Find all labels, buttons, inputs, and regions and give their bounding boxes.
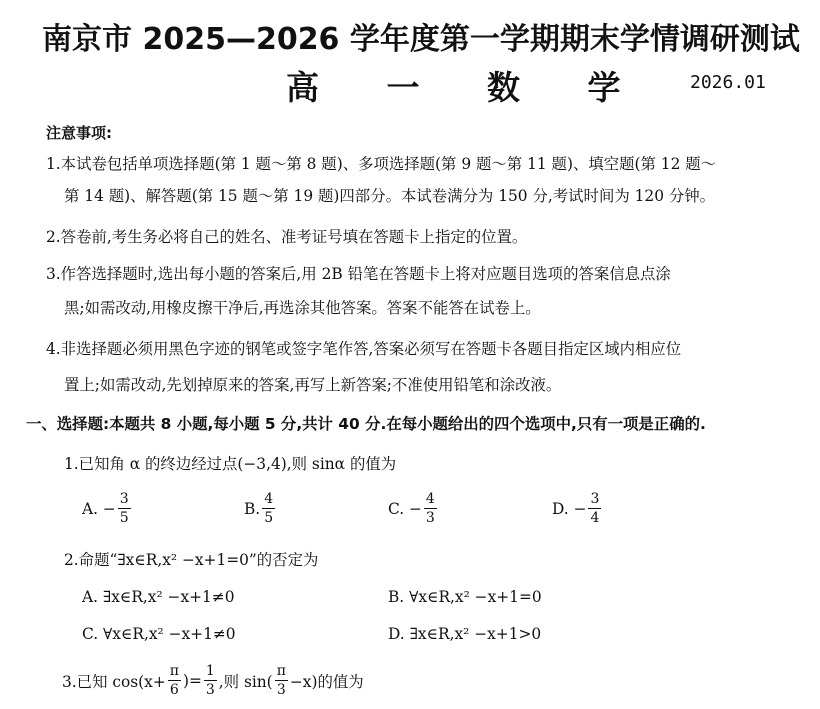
- q1-option-d-label: D. −: [552, 499, 587, 518]
- question-2-stem: 2.命题“∃x∈R,x² −x+1=0”的否定为: [64, 551, 319, 569]
- notice-line-7: 置上;如需改动,先划掉原来的答案,再写上新答案;不准使用铅笔和涂改液。: [64, 376, 562, 394]
- q1-option-c-fraction: [424, 492, 437, 525]
- q3-fraction-pi-3: [275, 664, 288, 697]
- exam-date: 2026.01: [690, 72, 766, 93]
- notice-line-4: 3.作答选择题时,选出每小题的答案后,用 2B 铅笔在答题卡上将对应题目选项的答案信息点涂: [46, 265, 671, 283]
- q2-option-a: A. ∃x∈R,x² −x+1≠0: [82, 588, 235, 606]
- q3-frac1-num: π: [169, 663, 179, 679]
- q1-option-d-den: 4: [590, 510, 600, 526]
- q1-option-b-fraction: [262, 492, 275, 525]
- q3-mid: ,则 sin(: [218, 672, 273, 691]
- q3-fraction-1-3: [204, 664, 217, 697]
- q3-frac1-den: 6: [169, 682, 179, 698]
- q3-frac3-num: π: [276, 663, 286, 679]
- q1-option-d: [552, 492, 603, 525]
- q3-frac2-num: 1: [205, 663, 215, 679]
- q1-option-a-num: 3: [119, 491, 129, 507]
- notice-line-6: 4.非选择题必须用黑色字迹的钢笔或签字笔作答,答案必须写在答题卡各题目指定区域内相应位: [46, 340, 682, 358]
- exam-title: 南京市 2025—2026 学年度第一学期期末学情调研测试: [42, 22, 800, 57]
- q1-option-a-label: A. −: [82, 499, 116, 518]
- q1-option-d-fraction: [588, 492, 601, 525]
- q1-option-b-den: 5: [264, 510, 274, 526]
- question-3-stem: [62, 664, 364, 697]
- q1-option-c-num: 4: [425, 491, 435, 507]
- q1-option-c-den: 3: [425, 510, 435, 526]
- q1-option-b: [244, 492, 277, 525]
- subject-title: 高 一 数 学: [286, 68, 649, 107]
- q3-equals: )=: [182, 671, 202, 690]
- q3-frac2-den: 3: [205, 682, 215, 698]
- q2-option-d: D. ∃x∈R,x² −x+1>0: [388, 625, 542, 643]
- q1-option-a-fraction: [118, 492, 131, 525]
- q1-option-a-den: 5: [119, 510, 129, 526]
- q3-fraction-pi-6: [168, 664, 181, 697]
- q3-prefix: 3.已知 cos(x+: [62, 672, 166, 691]
- notice-line-3: 2.答卷前,考生务必将自己的姓名、准考证号填在答题卡上指定的位置。: [46, 228, 528, 246]
- q1-option-b-label: B.: [244, 499, 261, 518]
- q1-option-c-label: C. −: [388, 499, 422, 518]
- q1-option-a: [82, 492, 133, 525]
- q3-suffix: −x)的值为: [289, 672, 364, 691]
- notice-heading: 注意事项:: [46, 124, 112, 142]
- q1-option-b-num: 4: [264, 491, 274, 507]
- q2-option-b: B. ∀x∈R,x² −x+1=0: [388, 588, 542, 606]
- question-1-stem: 1.已知角 α 的终边经过点(−3,4),则 sinα 的值为: [64, 455, 397, 473]
- q3-frac3-den: 3: [276, 682, 286, 698]
- notice-line-5: 黑;如需改动,用橡皮擦干净后,再选涂其他答案。答案不能答在试卷上。: [64, 299, 541, 317]
- q2-option-c: C. ∀x∈R,x² −x+1≠0: [82, 625, 236, 643]
- q1-option-c: [388, 492, 439, 525]
- notice-line-2: 第 14 题)、解答题(第 15 题～第 19 题)四部分。本试卷满分为 150 分,考试时间为 120 分钟。: [64, 187, 716, 205]
- q1-option-d-num: 3: [590, 491, 600, 507]
- section-1-heading: 一、选择题:本题共 8 小题,每小题 5 分,共计 40 分.在每小题给出的四个选项中,只有一项是正确的.: [26, 415, 706, 433]
- notice-line-1: 1.本试卷包括单项选择题(第 1 题～第 8 题)、多项选择题(第 9 题～第 11 题)、填空题(第 12 题～: [46, 155, 717, 173]
